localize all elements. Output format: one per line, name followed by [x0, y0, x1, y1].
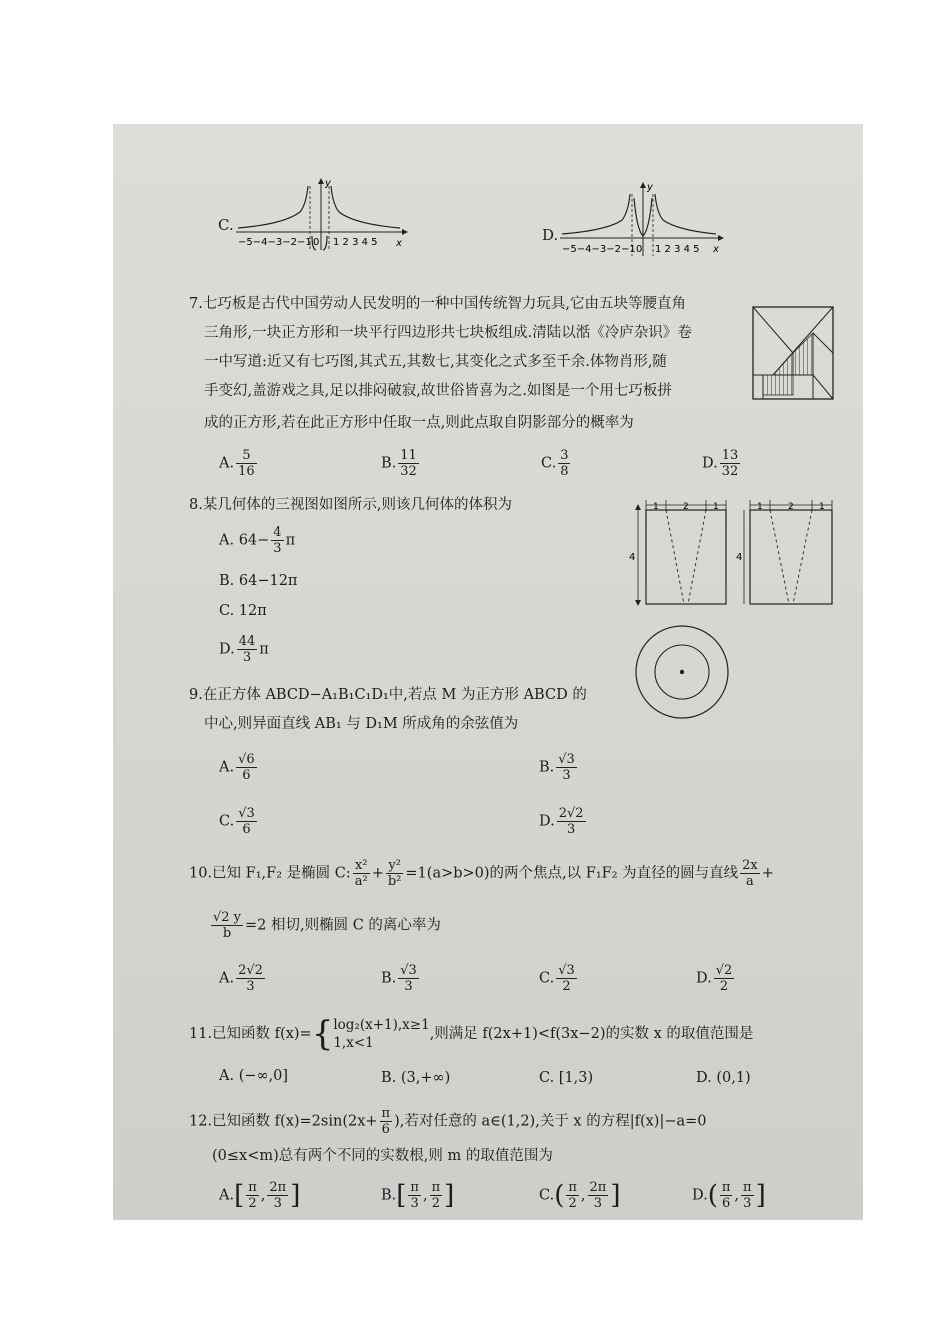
q12-option-a[interactable]: A.[ $\frac{\pi}{2}$ , $\frac{2\pi}{3}$ ] — [219, 1180, 301, 1211]
q9-option-b[interactable]: B. $\frac{√3}{3}$ — [539, 752, 575, 783]
q11-stem: 11.已知函数 f(x)={ log₂(x+1),x≥1 1,x<1 ,则满足 f(2x+1)<f(3x−2)的实数 x 的取值范围是 — [189, 1014, 754, 1054]
q10-option-b[interactable]: B. $\frac{√3}{3}$ — [381, 963, 417, 994]
graph-d-neg-ticks: −5−4−3−2−1 — [562, 244, 636, 255]
graph-d-x-label: x — [713, 244, 719, 255]
exam-page — [113, 124, 863, 1220]
q12-option-d[interactable]: D.( $\frac{\pi}{6}$ , $\frac{\pi}{3}$ ] — [692, 1180, 766, 1211]
graph-c-neg-ticks: −5−4−3−2−1 — [238, 237, 312, 248]
side-view-dim-left: 1 — [757, 502, 763, 512]
q8-option-a[interactable]: A. 64− $\frac{4}{3}$ π — [219, 525, 296, 556]
q9-option-d[interactable]: D. $\frac{2√2}{3}$ — [539, 806, 584, 837]
graph-d-label: D. — [542, 226, 559, 244]
q10-option-a[interactable]: A. $\frac{2√2}{3}$ — [219, 963, 263, 994]
q9-line-2: 中心,则异面直线 AB₁ 与 D₁M 所成角的余弦值为 — [204, 716, 519, 732]
side-view-drawing — [734, 498, 838, 610]
q7-option-b[interactable]: B. $\frac{11}{32}$ — [381, 448, 417, 479]
q8-option-c[interactable]: C. 12π — [219, 603, 267, 619]
q11-option-d[interactable]: D. (0,1) — [696, 1070, 751, 1086]
q7-option-d[interactable]: D. $\frac{13}{32}$ — [702, 448, 739, 479]
q8-option-b[interactable]: B. 64−12π — [219, 573, 298, 589]
side-view-dim-height: 4 — [736, 552, 743, 563]
side-view-dim-middle: 2 — [788, 502, 794, 512]
q12-line-1: 12.已知函数 f(x)=2sin(2x+ $\frac{\pi}{6}$ ),若对任意的 a∈(1,2),关于 x 的方程|f(x)|−a=0 — [189, 1106, 707, 1137]
front-view-dim-left: 1 — [653, 502, 659, 512]
q12-line-2: (0≤x<m)总有两个不同的实数根,则 m 的取值范围为 — [212, 1148, 553, 1164]
q10-line-1: 10.已知 F₁,F₂ 是椭圆 C: $\frac{\text{x²}}{\text{a²}}$ + $\frac{\text{y²}}{\text{b²}}$ =1(a>b>0)的两个焦点,以 F₁F₂ 为直径的圆与直线 $\frac{2x}{a}$ + — [189, 858, 774, 889]
side-view-dim-right: 1 — [819, 502, 825, 512]
q8-stem: 8.某几何体的三视图如图所示,则该几何体的体积为 — [189, 497, 512, 513]
q7-option-a[interactable]: A. $\frac{5}{16}$ — [219, 448, 255, 479]
front-view-drawing — [626, 498, 730, 610]
q10-option-d[interactable]: D. $\frac{√2}{2}$ — [696, 963, 733, 994]
q9-option-c[interactable]: C. $\frac{√3}{6}$ — [219, 806, 255, 837]
q7-line-4: 手变幻,盖游戏之具,足以排闷破寂,故世俗皆喜为之.如图是一个用七巧板拼 — [204, 383, 672, 399]
graph-c-pos-ticks: 1 2 3 4 5 — [333, 237, 378, 248]
graph-d — [556, 180, 728, 260]
front-view-dim-middle: 2 — [683, 502, 689, 512]
graph-d-pos-ticks: 1 2 3 4 5 — [655, 244, 700, 255]
graph-c-label: C. — [218, 216, 234, 234]
top-view-drawing — [634, 624, 734, 724]
q8-option-d[interactable]: D. $\frac{44}{3}$ π — [219, 634, 269, 665]
q9-option-a[interactable]: A. $\frac{√6}{6}$ — [219, 752, 255, 783]
q7-line-3: 一中写道:近又有七巧图,其式五,其数七,其变化之式多至千余.体物肖形,随 — [204, 354, 667, 370]
graph-d-y-label: y — [647, 182, 653, 193]
graph-c — [232, 176, 412, 254]
q12-option-c[interactable]: C.( $\frac{\pi}{2}$ , $\frac{2\pi}{3}$ ] — [539, 1180, 621, 1211]
q12-option-b[interactable]: B.[ $\frac{\pi}{3}$ , $\frac{\pi}{2}$ ] — [381, 1180, 455, 1211]
graph-d-zero: 0 — [636, 244, 643, 255]
q7-line-5: 成的正方形,若在此正方形中任取一点,则此点取自阴影部分的概率为 — [204, 415, 634, 431]
tangram-figure — [751, 305, 835, 401]
q7-option-c[interactable]: C. $\frac{3}{8}$ — [541, 448, 569, 479]
graph-c-y-label: y — [325, 178, 331, 189]
q10-line-2: $\frac{√2 y}{b}$ =2 相切,则椭圆 C 的离心率为 — [213, 910, 441, 941]
q11-option-b[interactable]: B. (3,+∞) — [381, 1070, 451, 1086]
front-view-dim-height: 4 — [629, 552, 636, 563]
q10-option-c[interactable]: C. $\frac{√3}{2}$ — [539, 963, 575, 994]
front-view-dim-right: 1 — [713, 502, 719, 512]
q11-option-a[interactable]: A. (−∞,0] — [219, 1068, 289, 1084]
q7-line-1: 7.七巧板是古代中国劳动人民发明的一种中国传统智力玩具,它由五块等腰直角 — [189, 296, 686, 312]
graph-c-zero: 0 — [313, 237, 320, 248]
q7-line-2: 三角形,一块正方形和一块平行四边形共七块板组成.清陆以湉《冷庐杂识》卷 — [204, 325, 692, 341]
q9-line-1: 9.在正方体 ABCD−A₁B₁C₁D₁中,若点 M 为正方形 ABCD 的 — [189, 687, 587, 703]
q11-option-c[interactable]: C. [1,3) — [539, 1070, 594, 1086]
graph-c-x-label: x — [396, 238, 402, 249]
